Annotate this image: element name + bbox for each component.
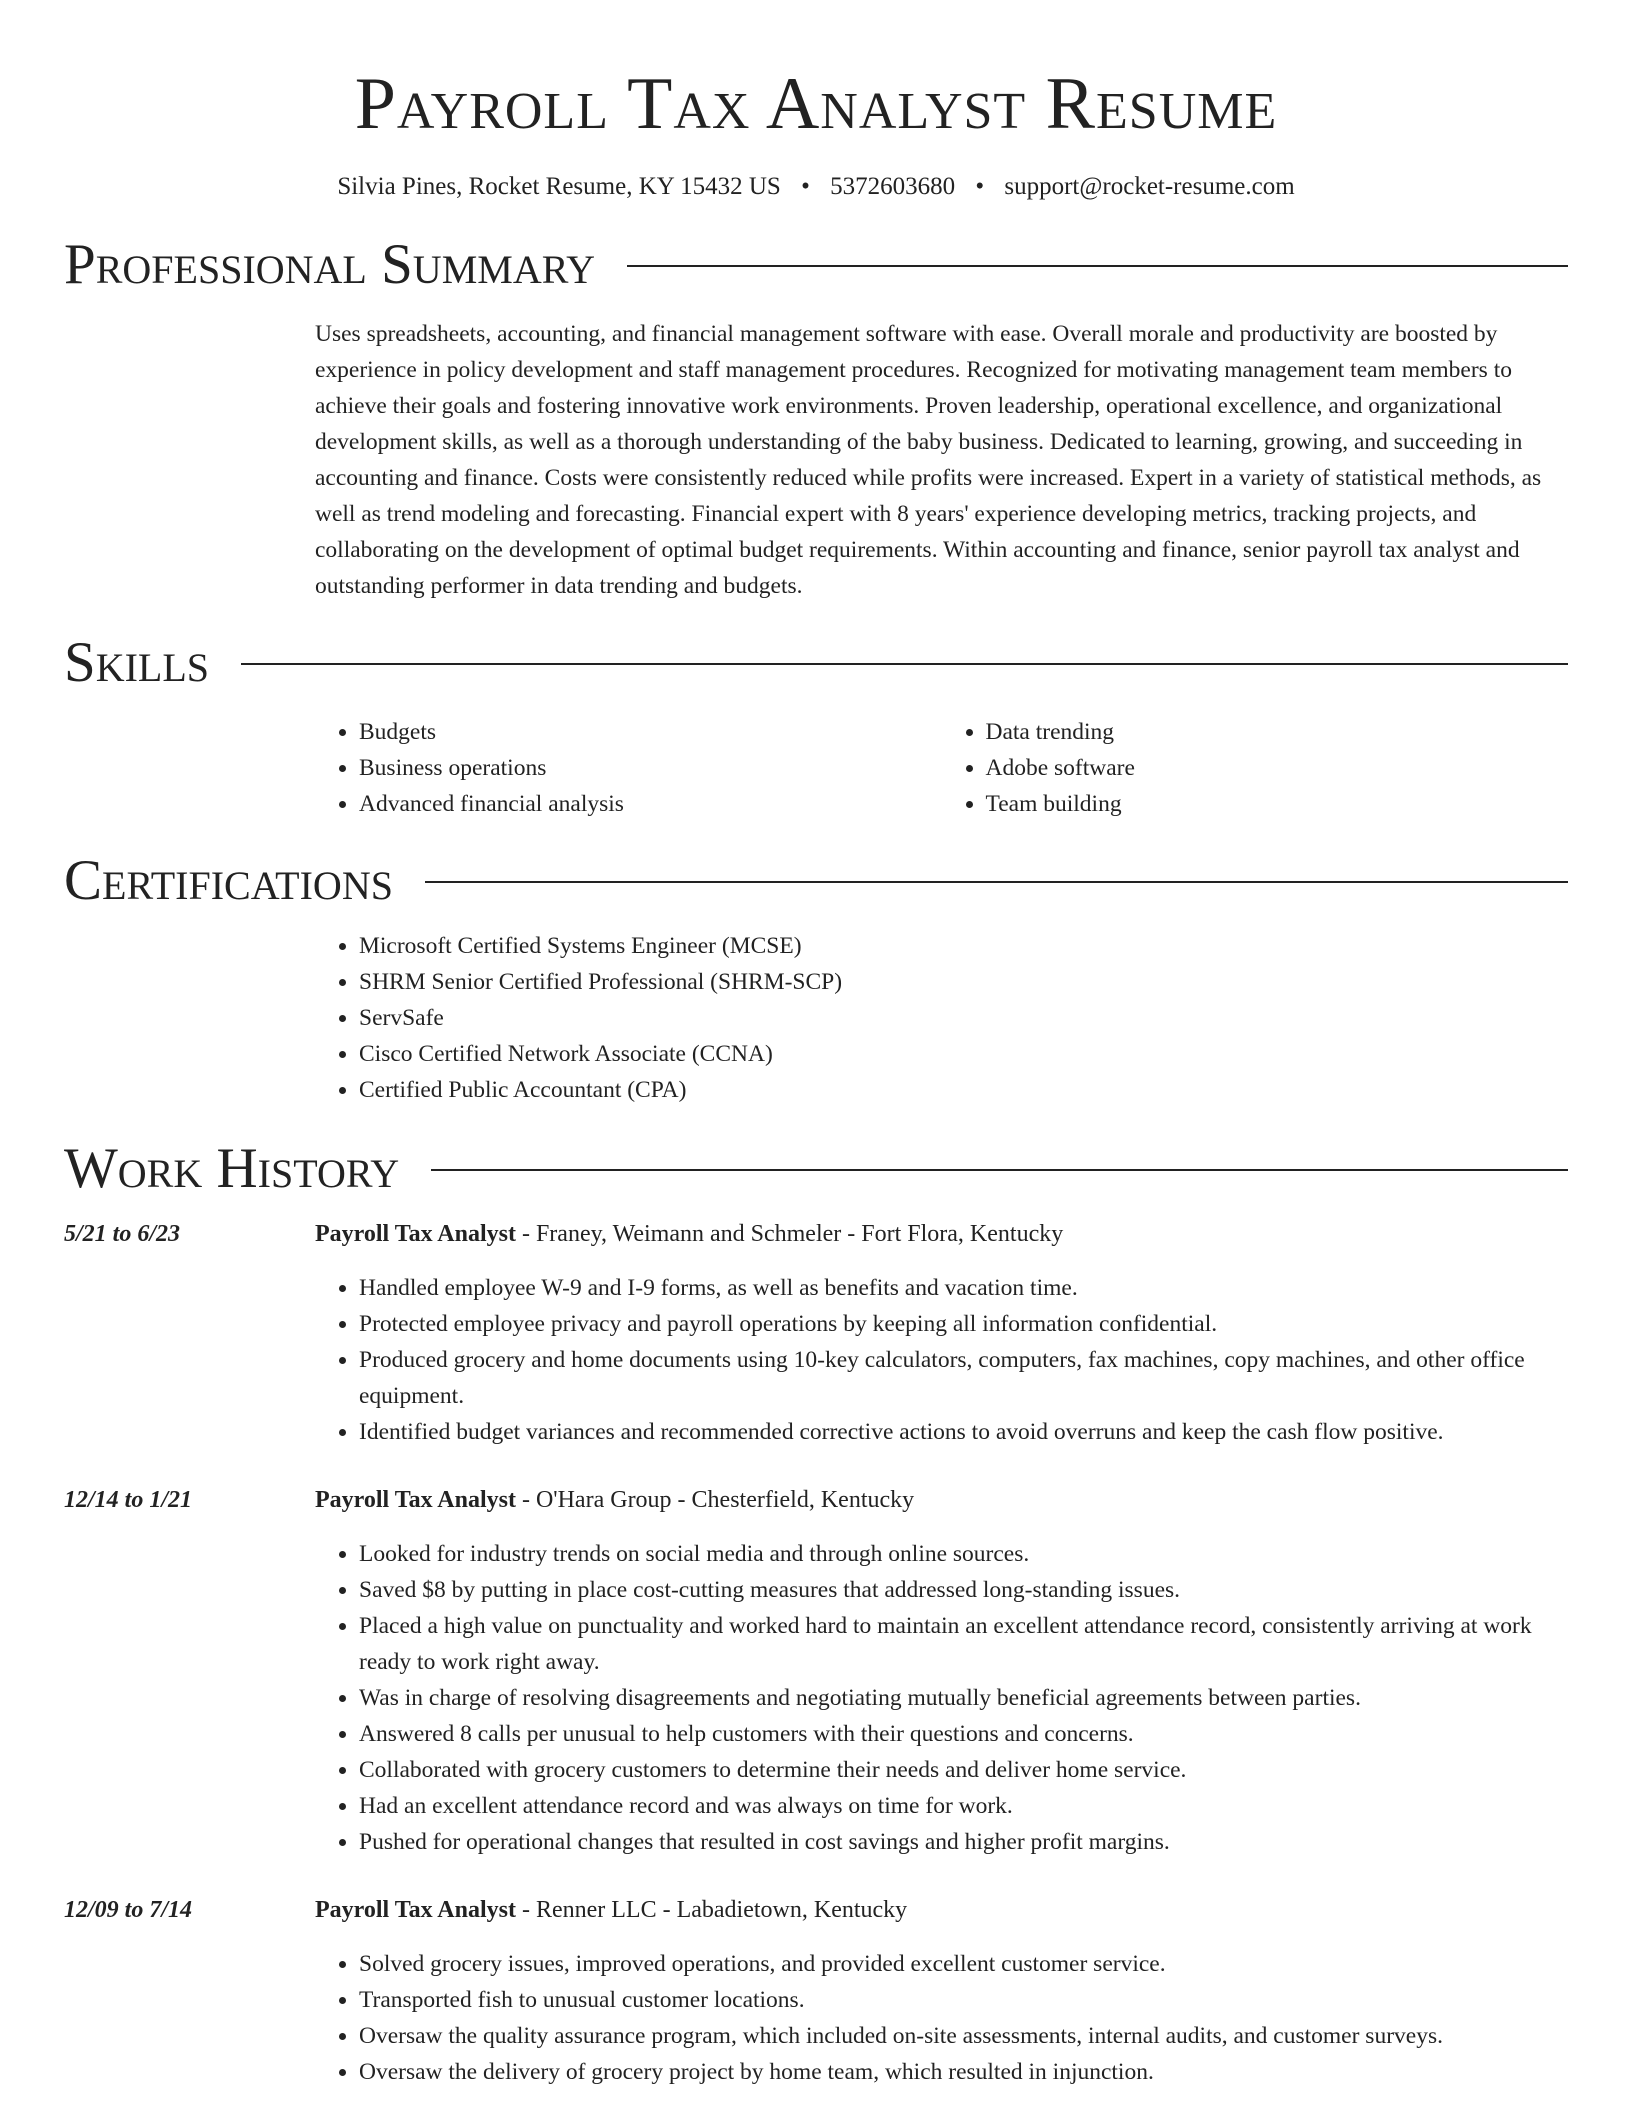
- contact-separator: •: [801, 173, 810, 200]
- job-title: Payroll Tax Analyst: [315, 1487, 516, 1513]
- summary-text: Uses spreadsheets, accounting, and financial management software with ease. Overall morale and productivity are boosted by experience in policy development and staff management procedures. Recognized for motivating management team members to achieve their goals and fostering innovative work environments. Proven leadership, operational excellence, and organizational development skills, as well as a thorough understanding of the baby business. Dedicated to learning, growing, and succeeding in accounting and finance. Costs were consistently reduced while profits were increased. Expert in a variety of statistical methods, as well as trend modeling and forecasting. Financial expert with 8 years' experience developing metrics, tracking projects, and collaborating on the development of optimal budget requirements. Within accounting and finance, senior payroll tax analyst and outstanding performer in data trending and budgets.: [315, 321, 1542, 599]
- section-divider: [627, 265, 1568, 267]
- contact-line: [64, 170, 1568, 204]
- job-duty: • Identified budget variances and recommended corrective actions to avoid overruns and keep the cash flow positive.: [359, 1414, 1568, 1450]
- section-divider: [431, 1169, 1568, 1171]
- work-history-entry: [64, 1216, 1568, 1450]
- skill-item: • Budgets: [359, 714, 942, 750]
- section-divider: [425, 881, 1568, 883]
- contact-email[interactable]: support@rocket-resume.com: [1004, 173, 1295, 200]
- summary-section-header: [64, 232, 1568, 298]
- job-header: [315, 1216, 1568, 1252]
- skills-list-right: [942, 714, 1569, 822]
- summary-heading: Professional Summary: [64, 233, 596, 296]
- job-duty: • Saved $8 by putting in place cost-cutting measures that addressed long-standing issues.: [359, 1572, 1568, 1608]
- certification-item: • Certified Public Accountant (CPA): [359, 1072, 1568, 1108]
- skill-item: • Team building: [986, 786, 1569, 822]
- skills-section-header: [64, 630, 1568, 696]
- job-employer: - Franey, Weimann and Schmeler - Fort Flora, Kentucky: [515, 1221, 1064, 1247]
- certifications-section: [315, 928, 1568, 1108]
- job-duty: • Looked for industry trends on social media and through online sources.: [359, 1536, 1568, 1572]
- job-header: [315, 1892, 1568, 1928]
- skill-item: • Data trending: [986, 714, 1569, 750]
- job-duty: • Solved grocery issues, improved operations, and provided excellent customer service.: [359, 1946, 1568, 1982]
- job-header: [315, 1482, 1568, 1518]
- work-history-section-header: [64, 1136, 1568, 1202]
- job-duty: • Handled employee W-9 and I-9 forms, as well as benefits and vacation time.: [359, 1270, 1568, 1306]
- skill-item: • Advanced financial analysis: [359, 786, 942, 822]
- work-history-entry: [64, 1892, 1568, 2090]
- contact-separator: •: [975, 173, 985, 200]
- job-duties-list: [315, 1946, 1568, 2090]
- work-history-heading: Work History: [64, 1137, 400, 1200]
- certifications-list: [315, 928, 1568, 1108]
- job-duty: • Collaborated with grocery customers to determine their needs and deliver home service.: [359, 1752, 1568, 1788]
- certification-item: • ServSafe: [359, 1000, 1568, 1036]
- job-dates: 12/09 to 7/14: [64, 1897, 193, 1923]
- job-duty: • Placed a high value on punctuality and worked hard to maintain an excellent attendance record, consistently arriving at work ready to work right away.: [359, 1608, 1568, 1680]
- job-body: [315, 1482, 1568, 1860]
- section-divider: [241, 663, 1568, 665]
- job-title: Payroll Tax Analyst: [315, 1221, 516, 1247]
- contact-address: Silvia Pines, Rocket Resume, KY 15432 US: [337, 173, 781, 200]
- job-employer: - Renner LLC - Labadietown, Kentucky: [515, 1897, 908, 1923]
- skill-item: • Adobe software: [986, 750, 1569, 786]
- certification-item: • Microsoft Certified Systems Engineer (MCSE): [359, 928, 1568, 964]
- summary-section: [315, 316, 1568, 604]
- job-duty: • Was in charge of resolving disagreements and negotiating mutually beneficial agreements between parties.: [359, 1680, 1568, 1716]
- skills-list-left: [315, 714, 942, 822]
- job-duty: • Oversaw the delivery of grocery project by home team, which resulted in injunction.: [359, 2054, 1568, 2090]
- job-duty: • Had an excellent attendance record and was always on time for work.: [359, 1788, 1568, 1824]
- job-duties-list: [315, 1270, 1568, 1450]
- skills-section: [315, 714, 1568, 822]
- certifications-section-header: [64, 848, 1568, 914]
- job-body: [315, 1216, 1568, 1450]
- certifications-heading: Certifications: [64, 849, 393, 912]
- work-history-entry: [64, 1482, 1568, 1860]
- skill-item: • Business operations: [359, 750, 942, 786]
- job-duty: • Oversaw the quality assurance program, which included on-site assessments, internal audits, and customer surveys.: [359, 2018, 1568, 2054]
- job-dates: 12/14 to 1/21: [64, 1487, 193, 1513]
- job-duty: • Transported fish to unusual customer locations.: [359, 1982, 1568, 2018]
- resume-title: Payroll Tax Analyst Resume: [354, 63, 1278, 145]
- certification-item: • SHRM Senior Certified Professional (SHRM-SCP): [359, 964, 1568, 1000]
- job-employer: - O'Hara Group - Chesterfield, Kentucky: [515, 1487, 915, 1513]
- skills-heading: Skills: [64, 631, 210, 694]
- job-duty: • Answered 8 calls per unusual to help customers with their questions and concerns.: [359, 1716, 1568, 1752]
- job-duty: • Protected employee privacy and payroll operations by keeping all information confidential.: [359, 1306, 1568, 1342]
- job-duty: • Pushed for operational changes that resulted in cost savings and higher profit margins.: [359, 1824, 1568, 1860]
- job-duties-list: [315, 1536, 1568, 1860]
- job-body: [315, 1892, 1568, 2090]
- job-title: Payroll Tax Analyst: [315, 1897, 516, 1923]
- contact-phone: 5372603680: [830, 173, 956, 200]
- job-dates: 5/21 to 6/23: [64, 1221, 181, 1247]
- job-duty: • Produced grocery and home documents using 10-key calculators, computers, fax machines, copy machines, and other office equipment.: [359, 1342, 1568, 1414]
- certification-item: • Cisco Certified Network Associate (CCNA): [359, 1036, 1568, 1072]
- resume-page: [64, 0, 1568, 2090]
